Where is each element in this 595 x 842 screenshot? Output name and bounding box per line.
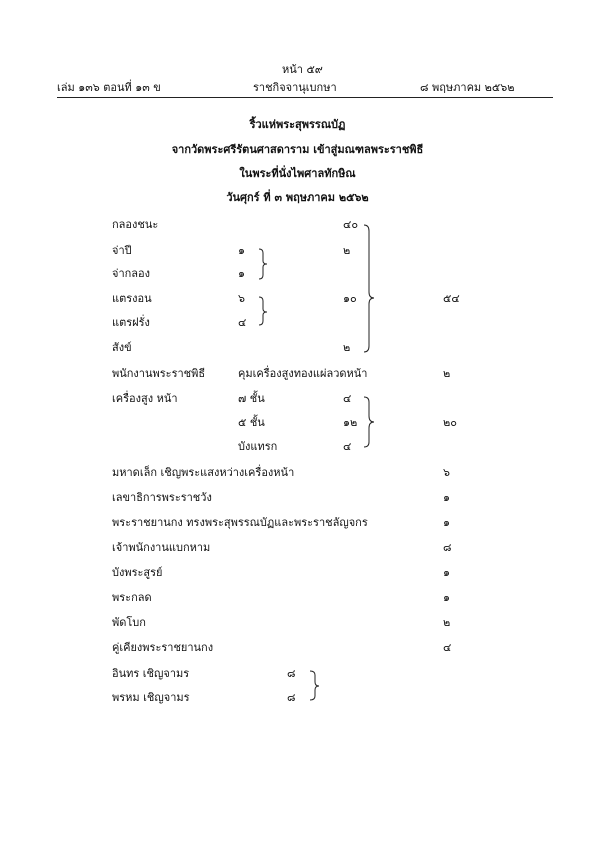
row-description: ๗ ชั้น <box>238 392 265 405</box>
row-total: ๑ <box>443 566 450 579</box>
row-total: ๘ <box>443 541 452 554</box>
row-total: ๑ <box>443 591 450 604</box>
row-label: พนักงานพระราชพิธี <box>112 367 206 380</box>
row-count: ๘ <box>287 667 296 680</box>
row-subtotal: ๒ <box>343 244 351 257</box>
row-label: แตรฝรั่ง <box>112 316 150 329</box>
group-total: ๒๐ <box>443 416 457 429</box>
title-line-3: ในพระที่นั่งไพศาลทักษิณ <box>239 167 356 180</box>
row-count: ๑ <box>238 244 245 257</box>
row-label: เจ้าพนักงานแบกหาม <box>112 541 211 554</box>
row-label: อินทร เชิญจามร <box>112 667 190 680</box>
row-count: ๔ <box>238 316 247 329</box>
row-count: ๑ <box>238 267 245 280</box>
row-total: ๔ <box>443 641 452 654</box>
title-date: วันศุกร์ ที่ ๓ พฤษภาคม ๒๕๖๒ <box>226 191 369 204</box>
row-label: แตรงอน <box>112 292 152 305</box>
publication-name: ราชกิจจานุเบกษา <box>253 81 337 94</box>
brace-final-group <box>310 671 319 700</box>
row-description: คุมเครื่องสูงทองแผ่ลวดหน้า <box>238 367 368 380</box>
row-label: พระราชยานกง ทรงพระสุพรรณบัฏและพระราชลัญจกร <box>112 516 368 529</box>
row-description: บังแทรก <box>238 440 278 453</box>
row-label: พัดโบก <box>112 616 146 629</box>
row-description: ๕ ชั้น <box>238 416 265 429</box>
row-total: ๖ <box>443 466 450 479</box>
row-label: มหาดเล็ก เชิญพระแสงหว่างเครื่องหน้า <box>112 466 295 479</box>
publication-date: ๘ พฤษภาคม ๒๕๖๒ <box>420 81 515 94</box>
row-count: ๔ <box>343 392 352 405</box>
row-label: พรหม เชิญจามร <box>112 691 190 704</box>
row-total: ๑ <box>443 491 450 504</box>
page-number: หน้า ๕๙ <box>282 63 323 76</box>
row-label: จ่าปี <box>112 244 132 257</box>
row-label: เครื่องสูง หน้า <box>112 392 178 405</box>
row-subtotal: ๑๐ <box>343 292 357 305</box>
row-subtotal: ๔๐ <box>343 218 359 231</box>
row-subtotal: ๒ <box>343 341 351 354</box>
row-count: ๑๒ <box>343 416 358 429</box>
row-count: ๘ <box>287 691 296 704</box>
row-label: จ่ากลอง <box>112 267 151 280</box>
row-count: ๔ <box>343 440 352 453</box>
row-total: ๑ <box>443 516 450 529</box>
brace-small-1 <box>259 249 267 279</box>
row-label: กลองชนะ <box>112 218 159 231</box>
row-count: ๖ <box>238 292 245 305</box>
row-label: สังข์ <box>112 341 132 354</box>
row-label: เลขาธิการพระราชวัง <box>112 491 212 504</box>
group-total: ๕๔ <box>443 292 460 305</box>
brace-front-regalia <box>364 397 374 447</box>
title-line-2: จากวัดพระศรีรัตนศาสดาราม เข้าสู่มณฑลพระราชพิธี <box>171 143 424 156</box>
brace-large-group1 <box>364 225 374 352</box>
document-title: ริ้วแห่พระสุพรรณบัฏ <box>249 118 346 131</box>
row-label: พระกลด <box>112 591 152 604</box>
row-label: บังพระสูรย์ <box>112 566 163 579</box>
volume-info: เล่ม ๑๓๖ ตอนที่ ๑๓ ข <box>57 81 161 94</box>
row-label: คู่เคียงพระราชยานกง <box>112 641 214 654</box>
row-total: ๒ <box>443 367 451 380</box>
row-total: ๒ <box>443 616 451 629</box>
brace-small-2 <box>259 297 267 325</box>
